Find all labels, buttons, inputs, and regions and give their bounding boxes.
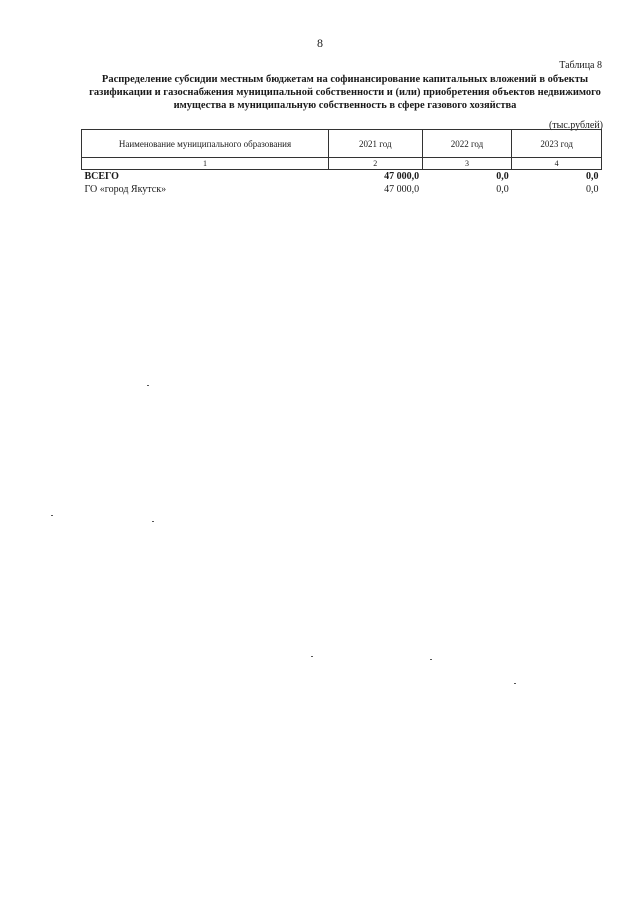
scan-artifact <box>51 515 53 516</box>
column-number-1: 1 <box>82 158 329 170</box>
header-municipality: Наименование муниципального образования <box>82 130 329 158</box>
column-number-row <box>82 158 602 170</box>
column-number-3: 3 <box>422 158 512 170</box>
subsidy-table <box>81 129 602 196</box>
scan-artifact <box>430 659 432 660</box>
row-name: ВСЕГО <box>84 171 119 182</box>
table-header-row <box>82 130 602 158</box>
header-year-2021: 2021 год <box>328 130 422 158</box>
header-year-2023: 2023 год <box>512 130 602 158</box>
table-label: Таблица 8 <box>559 60 602 71</box>
value-2021: 47 000,0 <box>384 171 420 182</box>
table-row-total <box>82 170 602 184</box>
scan-artifact <box>147 385 149 386</box>
row-name: ГО «город Якутск» <box>84 184 167 195</box>
scan-artifact <box>152 521 154 522</box>
value-2022: 0,0 <box>496 184 509 195</box>
value-2023: 0,0 <box>586 184 599 195</box>
document-title: Распределение субсидии местным бюджетам на софинансирование капитальных вложений в объекты газификации и газоснабжения муниципальной собственности и (или) приобретения объектов недвижимого имущества в муниципальную собственность в сфере газового хозяйства <box>89 74 601 111</box>
value-2022: 0,0 <box>496 171 509 182</box>
column-number-4: 4 <box>512 158 602 170</box>
units-label: (тыс.рублей) <box>548 120 603 131</box>
page-number: 8 <box>317 36 323 50</box>
scan-artifact <box>311 656 313 657</box>
scan-artifact <box>514 683 516 684</box>
value-2021: 47 000,0 <box>384 184 420 195</box>
table-row <box>82 183 602 196</box>
column-number-2: 2 <box>328 158 422 170</box>
value-2023: 0,0 <box>586 171 599 182</box>
header-year-2022: 2022 год <box>422 130 512 158</box>
